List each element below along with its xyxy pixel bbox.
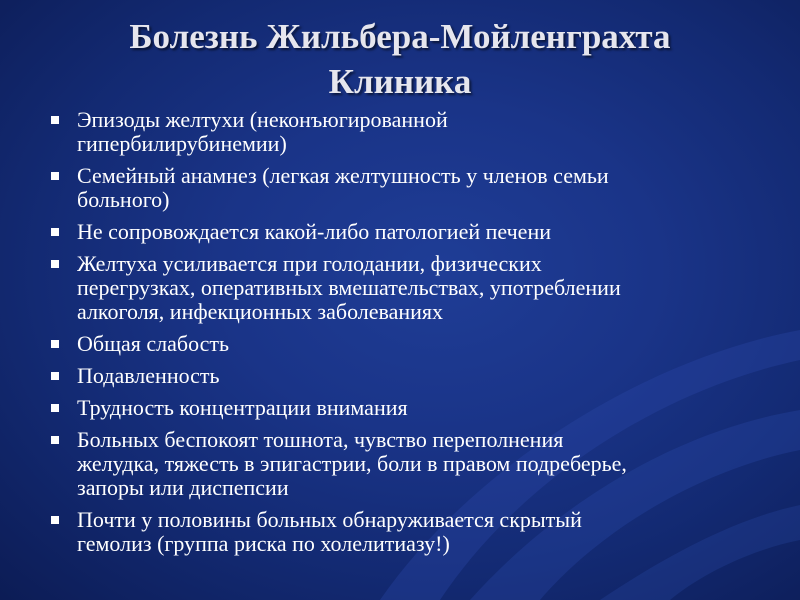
bullet-text-line: Подавленность xyxy=(77,363,220,388)
bullet-text-line: Желтуха усиливается при голодании, физических xyxy=(77,251,542,276)
bullet-list xyxy=(46,108,746,564)
bullet-text-line: перегрузках, оперативных вмешательствах, употреблении xyxy=(77,275,621,300)
bullet-text-line: Трудность концентрации внимания xyxy=(77,395,408,420)
bullet-text-line: Эпизоды желтухи (неконъюгированной xyxy=(77,107,448,132)
bullet-item xyxy=(46,164,746,212)
bullet-item xyxy=(46,108,746,156)
bullet-text-line: алкоголя, инфекционных заболеваниях xyxy=(77,299,444,324)
bullet-text-line: Общая слабость xyxy=(77,331,230,356)
slide-title xyxy=(0,14,800,104)
bullet-item xyxy=(46,332,746,356)
title-line-2: Клиника xyxy=(328,62,472,101)
bullet-text-line: больного) xyxy=(77,187,170,212)
square-bullet-icon xyxy=(51,228,59,236)
bullet-text-line: Не сопровождается какой-либо патологией печени xyxy=(77,219,551,244)
bullet-item xyxy=(46,428,746,500)
square-bullet-icon xyxy=(51,516,59,524)
square-bullet-icon xyxy=(51,116,59,124)
square-bullet-icon xyxy=(51,404,59,412)
square-bullet-icon xyxy=(51,260,59,268)
bullet-text-line: гемолиз (группа риска по холелитиазу!) xyxy=(77,531,450,556)
bullet-item xyxy=(46,508,746,556)
square-bullet-icon xyxy=(51,372,59,380)
bullet-text-line: Больных беспокоят тошнота, чувство переполнения xyxy=(77,427,564,452)
title-line-1: Болезнь Жильбера-Мойленграхта xyxy=(129,17,671,56)
square-bullet-icon xyxy=(51,340,59,348)
square-bullet-icon xyxy=(51,436,59,444)
bullet-item xyxy=(46,364,746,388)
square-bullet-icon xyxy=(51,172,59,180)
bullet-text-line: Семейный анамнез (легкая желтушность у членов семьи xyxy=(77,163,609,188)
bullet-text-line: желудка, тяжесть в эпигастрии, боли в правом подреберье, xyxy=(77,451,627,476)
bullet-item xyxy=(46,252,746,324)
bullet-item xyxy=(46,396,746,420)
bullet-item xyxy=(46,220,746,244)
bullet-text-line: гипербилирубинемии) xyxy=(77,131,287,156)
bullet-text-line: запоры или диспепсии xyxy=(77,475,289,500)
bullet-text-line: Почти у половины больных обнаруживается скрытый xyxy=(77,507,582,532)
